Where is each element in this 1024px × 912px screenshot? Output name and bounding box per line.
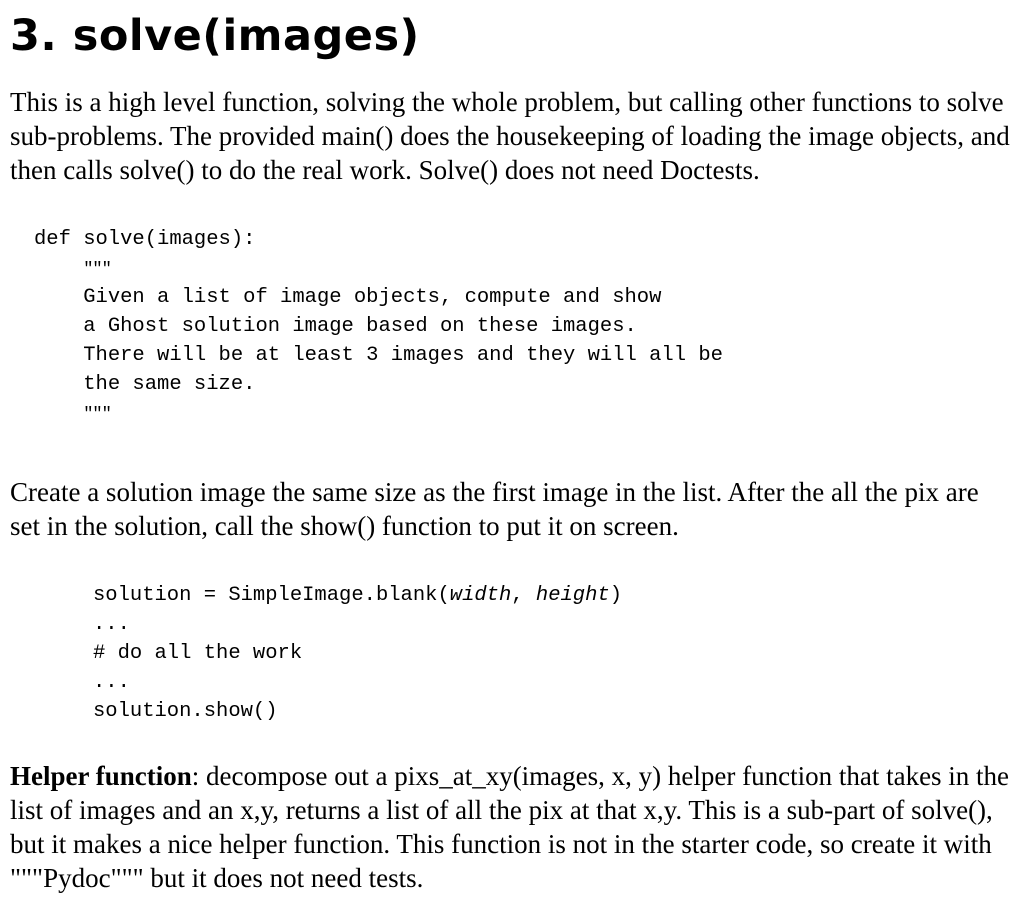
doc-line-text: a Ghost solution image based on these images. xyxy=(83,315,637,338)
doc-line xyxy=(34,283,1010,312)
show-call-line: solution.show() xyxy=(93,700,278,723)
ellipsis-line: ... xyxy=(93,671,130,694)
solve-signature-code-block xyxy=(34,225,1010,428)
doc-line xyxy=(34,312,1010,341)
def-line: def solve(images): xyxy=(34,228,256,251)
helper-label: Helper function xyxy=(10,761,192,791)
ellipsis-line: ... xyxy=(93,613,130,636)
docstring-open xyxy=(34,254,1010,283)
doc-line-text: Given a list of image objects, compute and show xyxy=(83,286,662,309)
comment-line: # do all the work xyxy=(93,642,303,665)
helper-text: : decompose out a pixs_at_xy(images, x, y) helper function that takes in the list of images and an x,y, returns a list of all the pix at that x,y. This is a sub-part of solve(), but it makes a nice helper function. This function is not in the starter code, so create it with """Pydoc""" but it does not need tests. xyxy=(10,761,1010,893)
docstring-close xyxy=(34,399,1010,428)
doc-line-text: There will be at least 3 images and they will all be xyxy=(83,344,723,367)
height-arg: height xyxy=(535,584,610,607)
blank-call-line xyxy=(93,581,1010,610)
width-arg: width xyxy=(449,584,512,607)
docstring-open-quotes: """ xyxy=(83,260,111,279)
blank-call-prefix: solution = SimpleImage.blank( xyxy=(93,584,450,607)
section-heading: 3. solve(images) xyxy=(10,11,420,61)
arg-separator: , xyxy=(511,584,536,607)
doc-line xyxy=(34,341,1010,370)
document-page xyxy=(10,0,1010,895)
middle-paragraph: Create a solution image the same size as the first image in the list. After the all the pix are set in the solution, call the show() function to put it on screen. xyxy=(10,477,979,541)
solution-code-block xyxy=(93,581,1010,726)
blank-call-suffix: ) xyxy=(609,584,623,607)
doc-line-text: the same size. xyxy=(83,373,256,396)
doc-line xyxy=(34,370,1010,399)
helper-paragraph xyxy=(10,759,1010,895)
docstring-close-quotes: """ xyxy=(83,405,111,424)
intro-paragraph: This is a high level function, solving the whole problem, but calling other functions to solve sub-problems. The provided main() does the housekeeping of loading the image objects, and then calls solve() to do the real work. Solve() does not need Doctests. xyxy=(10,87,1010,185)
